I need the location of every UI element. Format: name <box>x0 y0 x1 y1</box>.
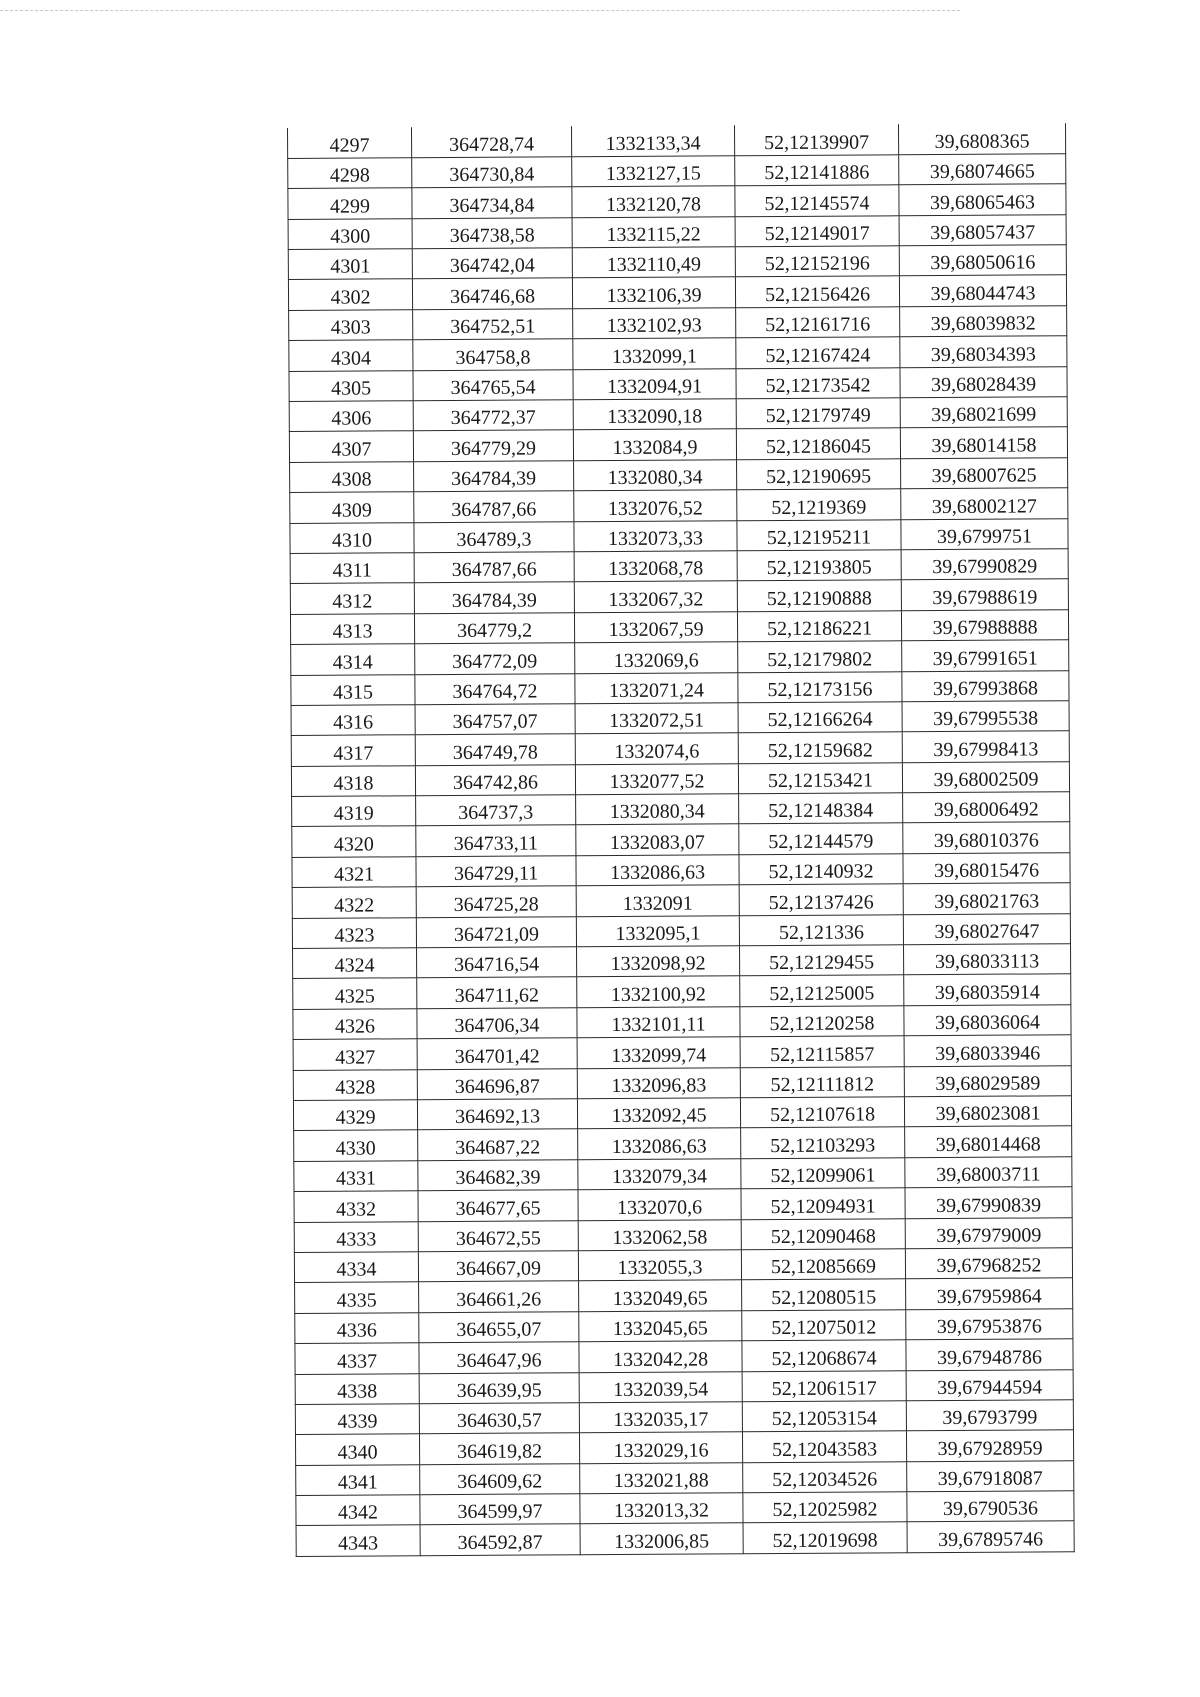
y-coordinate-cell: 1332062,58 <box>578 1219 741 1250</box>
y-coordinate-cell: 1332035,17 <box>579 1402 742 1433</box>
longitude-cell: 39,68065463 <box>899 184 1066 215</box>
table-row <box>296 1460 1074 1495</box>
latitude-cell: 52,12141886 <box>735 155 899 186</box>
y-coordinate-cell: 1332115,22 <box>572 216 735 247</box>
table-row <box>289 427 1067 462</box>
table-row <box>290 579 1068 614</box>
longitude-cell: 39,67959864 <box>906 1278 1073 1309</box>
x-coordinate-cell: 364639,95 <box>419 1372 579 1403</box>
x-coordinate-cell: 364716,54 <box>417 947 577 978</box>
x-coordinate-cell: 364738,58 <box>412 217 572 248</box>
x-coordinate-cell: 364787,66 <box>414 491 574 522</box>
table-row <box>295 1339 1073 1374</box>
point-number-cell: 4322 <box>292 887 416 918</box>
y-coordinate-cell: 1332110,49 <box>572 247 735 278</box>
longitude-cell: 39,68028439 <box>900 366 1067 397</box>
y-coordinate-cell: 1332074,6 <box>575 733 738 764</box>
point-number-cell: 4318 <box>291 765 415 796</box>
table-row <box>292 853 1070 888</box>
longitude-cell: 39,67968252 <box>905 1248 1072 1279</box>
point-number-cell: 4333 <box>294 1221 418 1252</box>
latitude-cell: 52,12140932 <box>739 854 903 885</box>
y-coordinate-cell: 1332071,24 <box>575 672 738 703</box>
table-row <box>288 184 1066 219</box>
table-row <box>291 761 1069 796</box>
y-coordinate-cell: 1332095,1 <box>576 915 739 946</box>
table-row <box>293 944 1071 979</box>
longitude-cell: 39,68033113 <box>904 944 1071 975</box>
longitude-cell: 39,67991651 <box>902 640 1069 671</box>
x-coordinate-cell: 364746,68 <box>412 278 572 309</box>
x-coordinate-cell: 364749,78 <box>415 734 575 765</box>
latitude-cell: 52,12129455 <box>740 945 904 976</box>
x-coordinate-cell: 364787,66 <box>414 552 574 583</box>
table-row <box>295 1430 1073 1465</box>
point-number-cell: 4309 <box>290 492 414 523</box>
y-coordinate-cell: 1332102,93 <box>573 308 736 339</box>
latitude-cell: 52,12053154 <box>742 1401 906 1432</box>
latitude-cell: 52,12043583 <box>742 1431 906 1462</box>
point-number-cell: 4329 <box>293 1100 417 1131</box>
point-number-cell: 4316 <box>291 705 415 736</box>
latitude-cell: 52,12190888 <box>737 580 901 611</box>
y-coordinate-cell: 1332079,34 <box>578 1159 741 1190</box>
longitude-cell: 39,68010376 <box>903 822 1070 853</box>
y-coordinate-cell: 1332100,92 <box>577 976 740 1007</box>
table-row <box>294 1187 1072 1222</box>
x-coordinate-cell: 364682,39 <box>418 1160 578 1191</box>
point-number-cell: 4339 <box>295 1404 419 1435</box>
latitude-cell: 52,12139907 <box>734 124 898 155</box>
y-coordinate-cell: 1332094,91 <box>573 368 736 399</box>
x-coordinate-cell: 364779,29 <box>413 430 573 461</box>
latitude-cell: 52,12166264 <box>738 702 902 733</box>
table-row <box>295 1369 1073 1404</box>
y-coordinate-cell: 1332077,52 <box>575 763 738 794</box>
latitude-cell: 52,12019698 <box>743 1522 907 1553</box>
longitude-cell: 39,67944594 <box>906 1369 1073 1400</box>
longitude-cell: 39,68003711 <box>905 1157 1072 1188</box>
longitude-cell: 39,68007625 <box>901 458 1068 489</box>
x-coordinate-cell: 364758,8 <box>413 339 573 370</box>
table-row <box>288 154 1066 189</box>
y-coordinate-cell: 1332127,15 <box>572 156 735 187</box>
x-coordinate-cell: 364772,09 <box>415 643 575 674</box>
point-number-cell: 4310 <box>290 522 414 553</box>
point-number-cell: 4317 <box>291 735 415 766</box>
longitude-cell: 39,68029589 <box>904 1065 1071 1096</box>
x-coordinate-cell: 364733,11 <box>416 825 576 856</box>
point-number-cell: 4340 <box>295 1434 419 1465</box>
point-number-cell: 4343 <box>296 1525 420 1556</box>
x-coordinate-cell: 364599,97 <box>420 1494 580 1525</box>
latitude-cell: 52,12034526 <box>743 1461 907 1492</box>
longitude-cell: 39,68039832 <box>900 306 1067 337</box>
longitude-cell: 39,68057437 <box>899 214 1066 245</box>
x-coordinate-cell: 364647,96 <box>419 1342 579 1373</box>
point-number-cell: 4338 <box>295 1373 419 1404</box>
table-row <box>295 1278 1073 1313</box>
y-coordinate-cell: 1332045,65 <box>579 1310 742 1341</box>
latitude-cell: 52,12103293 <box>741 1127 905 1158</box>
longitude-cell: 39,68014468 <box>905 1126 1072 1157</box>
latitude-cell: 52,1219369 <box>737 489 901 520</box>
latitude-cell: 52,12179749 <box>736 398 900 429</box>
latitude-cell: 52,12137426 <box>739 884 903 915</box>
longitude-cell: 39,68050616 <box>899 245 1066 276</box>
longitude-cell: 39,68006492 <box>903 792 1070 823</box>
table-row <box>291 670 1069 705</box>
x-coordinate-cell: 364687,22 <box>418 1129 578 1160</box>
latitude-cell: 52,12148384 <box>739 793 903 824</box>
longitude-cell: 39,67918087 <box>907 1460 1074 1491</box>
longitude-cell: 39,67928959 <box>906 1430 1073 1461</box>
latitude-cell: 52,12080515 <box>742 1279 906 1310</box>
y-coordinate-cell: 1332092,45 <box>577 1098 740 1129</box>
latitude-cell: 52,12161716 <box>736 307 900 338</box>
table-row <box>288 245 1066 280</box>
table-row <box>290 549 1068 584</box>
table-row <box>291 640 1069 675</box>
y-coordinate-cell: 1332070,6 <box>578 1189 741 1220</box>
latitude-cell: 52,12186045 <box>736 428 900 459</box>
latitude-cell: 52,12153421 <box>738 762 902 793</box>
longitude-cell: 39,68074665 <box>899 154 1066 185</box>
longitude-cell: 39,67988619 <box>901 579 1068 610</box>
point-number-cell: 4308 <box>290 462 414 493</box>
longitude-cell: 39,68034393 <box>900 336 1067 367</box>
y-coordinate-cell: 1332006,85 <box>580 1523 743 1554</box>
table-row <box>296 1521 1074 1556</box>
x-coordinate-cell: 364677,65 <box>418 1190 578 1221</box>
table-row <box>295 1400 1073 1435</box>
longitude-cell: 39,68023081 <box>904 1096 1071 1127</box>
latitude-cell: 52,12159682 <box>738 732 902 763</box>
latitude-cell: 52,12075012 <box>742 1309 906 1340</box>
y-coordinate-cell: 1332068,78 <box>574 551 737 582</box>
latitude-cell: 52,12173156 <box>738 671 902 702</box>
longitude-cell: 39,6790536 <box>907 1491 1074 1522</box>
table-row <box>290 488 1068 523</box>
y-coordinate-cell: 1332101,11 <box>577 1007 740 1038</box>
coordinates-table <box>287 123 1075 1557</box>
point-number-cell: 4332 <box>294 1191 418 1222</box>
longitude-cell: 39,67948786 <box>906 1339 1073 1370</box>
latitude-cell: 52,12061517 <box>742 1370 906 1401</box>
longitude-cell: 39,68015476 <box>903 853 1070 884</box>
longitude-cell: 39,68027647 <box>903 913 1070 944</box>
table-row <box>296 1491 1074 1526</box>
table-row <box>294 1126 1072 1161</box>
x-coordinate-cell: 364592,87 <box>420 1524 580 1555</box>
table-row <box>289 336 1067 371</box>
y-coordinate-cell: 1332080,34 <box>574 460 737 491</box>
latitude-cell: 52,12145574 <box>735 185 899 216</box>
longitude-cell: 39,67995538 <box>902 701 1069 732</box>
table-row <box>292 883 1070 918</box>
x-coordinate-cell: 364772,37 <box>413 400 573 431</box>
table-row <box>290 518 1068 553</box>
table-row <box>289 397 1067 432</box>
longitude-cell: 39,67990839 <box>905 1187 1072 1218</box>
x-coordinate-cell: 364784,39 <box>414 461 574 492</box>
point-number-cell: 4299 <box>288 188 412 219</box>
point-number-cell: 4298 <box>288 158 412 189</box>
point-number-cell: 4326 <box>293 1009 417 1040</box>
x-coordinate-cell: 364757,07 <box>415 704 575 735</box>
y-coordinate-cell: 1332091 <box>576 885 739 916</box>
y-coordinate-cell: 1332055,3 <box>578 1250 741 1281</box>
longitude-cell: 39,6793799 <box>906 1400 1073 1431</box>
latitude-cell: 52,12111812 <box>740 1066 904 1097</box>
y-coordinate-cell: 1332042,28 <box>579 1341 742 1372</box>
x-coordinate-cell: 364779,2 <box>414 613 574 644</box>
x-coordinate-cell: 364630,57 <box>419 1403 579 1434</box>
point-number-cell: 4297 <box>288 127 412 158</box>
point-number-cell: 4330 <box>294 1130 418 1161</box>
x-coordinate-cell: 364742,04 <box>412 248 572 279</box>
latitude-cell: 52,12144579 <box>739 823 903 854</box>
latitude-cell: 52,12195211 <box>737 519 901 550</box>
y-coordinate-cell: 1332098,92 <box>577 946 740 977</box>
x-coordinate-cell: 364692,13 <box>417 1099 577 1130</box>
y-coordinate-cell: 1332073,33 <box>574 520 737 551</box>
longitude-cell: 39,67998413 <box>902 731 1069 762</box>
point-number-cell: 4342 <box>296 1495 420 1526</box>
latitude-cell: 52,12068674 <box>742 1340 906 1371</box>
table-row <box>293 1065 1071 1100</box>
point-number-cell: 4301 <box>288 249 412 280</box>
point-number-cell: 4314 <box>291 644 415 675</box>
table-row <box>290 609 1068 644</box>
point-number-cell: 4335 <box>295 1282 419 1313</box>
y-coordinate-cell: 1332090,18 <box>573 399 736 430</box>
longitude-cell: 39,68014158 <box>900 427 1067 458</box>
longitude-cell: 39,6799751 <box>901 518 1068 549</box>
coordinates-table-body <box>288 123 1075 1556</box>
x-coordinate-cell: 364721,09 <box>416 916 576 947</box>
longitude-cell: 39,68036064 <box>904 1005 1071 1036</box>
latitude-cell: 52,12186221 <box>737 611 901 642</box>
longitude-cell: 39,67979009 <box>905 1217 1072 1248</box>
latitude-cell: 52,12107618 <box>740 1097 904 1128</box>
table-row <box>294 1157 1072 1192</box>
x-coordinate-cell: 364619,82 <box>419 1433 579 1464</box>
table-row <box>293 1096 1071 1131</box>
table-row <box>292 792 1070 827</box>
x-coordinate-cell: 364701,42 <box>417 1038 577 1069</box>
scan-artifact-line <box>0 10 960 11</box>
point-number-cell: 4313 <box>290 613 414 644</box>
longitude-cell: 39,68033946 <box>904 1035 1071 1066</box>
y-coordinate-cell: 1332106,39 <box>572 277 735 308</box>
longitude-cell: 39,68021699 <box>900 397 1067 428</box>
latitude-cell: 52,12149017 <box>735 215 899 246</box>
table-row <box>294 1217 1072 1252</box>
point-number-cell: 4331 <box>294 1161 418 1192</box>
table-row <box>289 306 1067 341</box>
point-number-cell: 4311 <box>290 553 414 584</box>
x-coordinate-cell: 364667,09 <box>418 1251 578 1282</box>
table-row <box>293 1005 1071 1040</box>
y-coordinate-cell: 1332096,83 <box>577 1067 740 1098</box>
longitude-cell: 39,68035914 <box>904 974 1071 1005</box>
y-coordinate-cell: 1332039,54 <box>579 1371 742 1402</box>
latitude-cell: 52,12156426 <box>735 276 899 307</box>
point-number-cell: 4315 <box>291 674 415 705</box>
x-coordinate-cell: 364711,62 <box>417 977 577 1008</box>
point-number-cell: 4303 <box>289 310 413 341</box>
y-coordinate-cell: 1332086,63 <box>578 1128 741 1159</box>
table-row <box>288 275 1066 310</box>
point-number-cell: 4320 <box>292 826 416 857</box>
point-number-cell: 4321 <box>292 857 416 888</box>
latitude-cell: 52,12120258 <box>740 1006 904 1037</box>
x-coordinate-cell: 364742,86 <box>415 764 575 795</box>
longitude-cell: 39,68044743 <box>899 275 1066 306</box>
table-row <box>295 1308 1073 1343</box>
y-coordinate-cell: 1332120,78 <box>572 186 735 217</box>
table-row <box>293 974 1071 1009</box>
longitude-cell: 39,67988888 <box>901 609 1068 640</box>
x-coordinate-cell: 364706,34 <box>417 1008 577 1039</box>
y-coordinate-cell: 1332067,59 <box>574 612 737 643</box>
x-coordinate-cell: 364764,72 <box>415 673 575 704</box>
point-number-cell: 4325 <box>293 978 417 1009</box>
point-number-cell: 4324 <box>293 948 417 979</box>
x-coordinate-cell: 364730,84 <box>412 157 572 188</box>
x-coordinate-cell: 364784,39 <box>414 582 574 613</box>
table-row <box>293 1035 1071 1070</box>
point-number-cell: 4337 <box>295 1343 419 1374</box>
point-number-cell: 4328 <box>293 1069 417 1100</box>
point-number-cell: 4336 <box>295 1312 419 1343</box>
point-number-cell: 4323 <box>292 917 416 948</box>
point-number-cell: 4306 <box>289 401 413 432</box>
point-number-cell: 4304 <box>289 340 413 371</box>
y-coordinate-cell: 1332084,9 <box>573 429 736 460</box>
x-coordinate-cell: 364655,07 <box>419 1311 579 1342</box>
point-number-cell: 4312 <box>290 583 414 614</box>
y-coordinate-cell: 1332083,07 <box>576 824 739 855</box>
table-row <box>289 366 1067 401</box>
y-coordinate-cell: 1332133,34 <box>571 125 734 156</box>
latitude-cell: 52,12190695 <box>737 459 901 490</box>
point-number-cell: 4319 <box>292 796 416 827</box>
x-coordinate-cell: 364696,87 <box>417 1068 577 1099</box>
longitude-cell: 39,67993868 <box>902 670 1069 701</box>
latitude-cell: 52,12115857 <box>740 1036 904 1067</box>
x-coordinate-cell: 364609,62 <box>420 1463 580 1494</box>
latitude-cell: 52,12125005 <box>740 975 904 1006</box>
longitude-cell: 39,67990829 <box>901 549 1068 580</box>
latitude-cell: 52,12085669 <box>741 1249 905 1280</box>
point-number-cell: 4302 <box>288 279 412 310</box>
point-number-cell: 4305 <box>289 370 413 401</box>
latitude-cell: 52,12025982 <box>743 1492 907 1523</box>
point-number-cell: 4341 <box>296 1464 420 1495</box>
point-number-cell: 4327 <box>293 1039 417 1070</box>
y-coordinate-cell: 1332086,63 <box>576 855 739 886</box>
latitude-cell: 52,12099061 <box>741 1158 905 1189</box>
longitude-cell: 39,67895746 <box>907 1521 1074 1552</box>
table-row <box>291 701 1069 736</box>
latitude-cell: 52,12167424 <box>736 337 900 368</box>
longitude-cell: 39,68021763 <box>903 883 1070 914</box>
x-coordinate-cell: 364728,74 <box>411 126 571 157</box>
y-coordinate-cell: 1332029,16 <box>579 1432 742 1463</box>
longitude-cell: 39,67953876 <box>906 1308 1073 1339</box>
x-coordinate-cell: 364752,51 <box>413 309 573 340</box>
latitude-cell: 52,12173542 <box>736 367 900 398</box>
latitude-cell: 52,121336 <box>739 914 903 945</box>
y-coordinate-cell: 1332099,74 <box>577 1037 740 1068</box>
latitude-cell: 52,12193805 <box>737 550 901 581</box>
y-coordinate-cell: 1332099,1 <box>573 338 736 369</box>
longitude-cell: 39,6808365 <box>898 123 1065 154</box>
point-number-cell: 4300 <box>288 218 412 249</box>
y-coordinate-cell: 1332067,32 <box>574 581 737 612</box>
x-coordinate-cell: 364725,28 <box>416 886 576 917</box>
x-coordinate-cell: 364672,55 <box>418 1220 578 1251</box>
longitude-cell: 39,68002127 <box>901 488 1068 519</box>
x-coordinate-cell: 364661,26 <box>419 1281 579 1312</box>
x-coordinate-cell: 364765,54 <box>413 369 573 400</box>
point-number-cell: 4334 <box>294 1252 418 1283</box>
latitude-cell: 52,12152196 <box>735 246 899 277</box>
table-row <box>288 123 1066 158</box>
point-number-cell: 4307 <box>289 431 413 462</box>
x-coordinate-cell: 364737,3 <box>416 795 576 826</box>
y-coordinate-cell: 1332013,32 <box>580 1493 743 1524</box>
y-coordinate-cell: 1332069,6 <box>575 642 738 673</box>
table-row <box>292 913 1070 948</box>
longitude-cell: 39,68002509 <box>902 761 1069 792</box>
x-coordinate-cell: 364729,11 <box>416 856 576 887</box>
table-row <box>291 731 1069 766</box>
latitude-cell: 52,12090468 <box>741 1218 905 1249</box>
latitude-cell: 52,12179802 <box>738 641 902 672</box>
table-row <box>290 458 1068 493</box>
y-coordinate-cell: 1332080,34 <box>576 794 739 825</box>
table-row <box>292 822 1070 857</box>
x-coordinate-cell: 364734,84 <box>412 187 572 218</box>
y-coordinate-cell: 1332072,51 <box>575 703 738 734</box>
y-coordinate-cell: 1332049,65 <box>579 1280 742 1311</box>
y-coordinate-cell: 1332076,52 <box>574 490 737 521</box>
y-coordinate-cell: 1332021,88 <box>580 1462 743 1493</box>
table-row <box>294 1248 1072 1283</box>
x-coordinate-cell: 364789,3 <box>414 521 574 552</box>
latitude-cell: 52,12094931 <box>741 1188 905 1219</box>
table-row <box>288 214 1066 249</box>
